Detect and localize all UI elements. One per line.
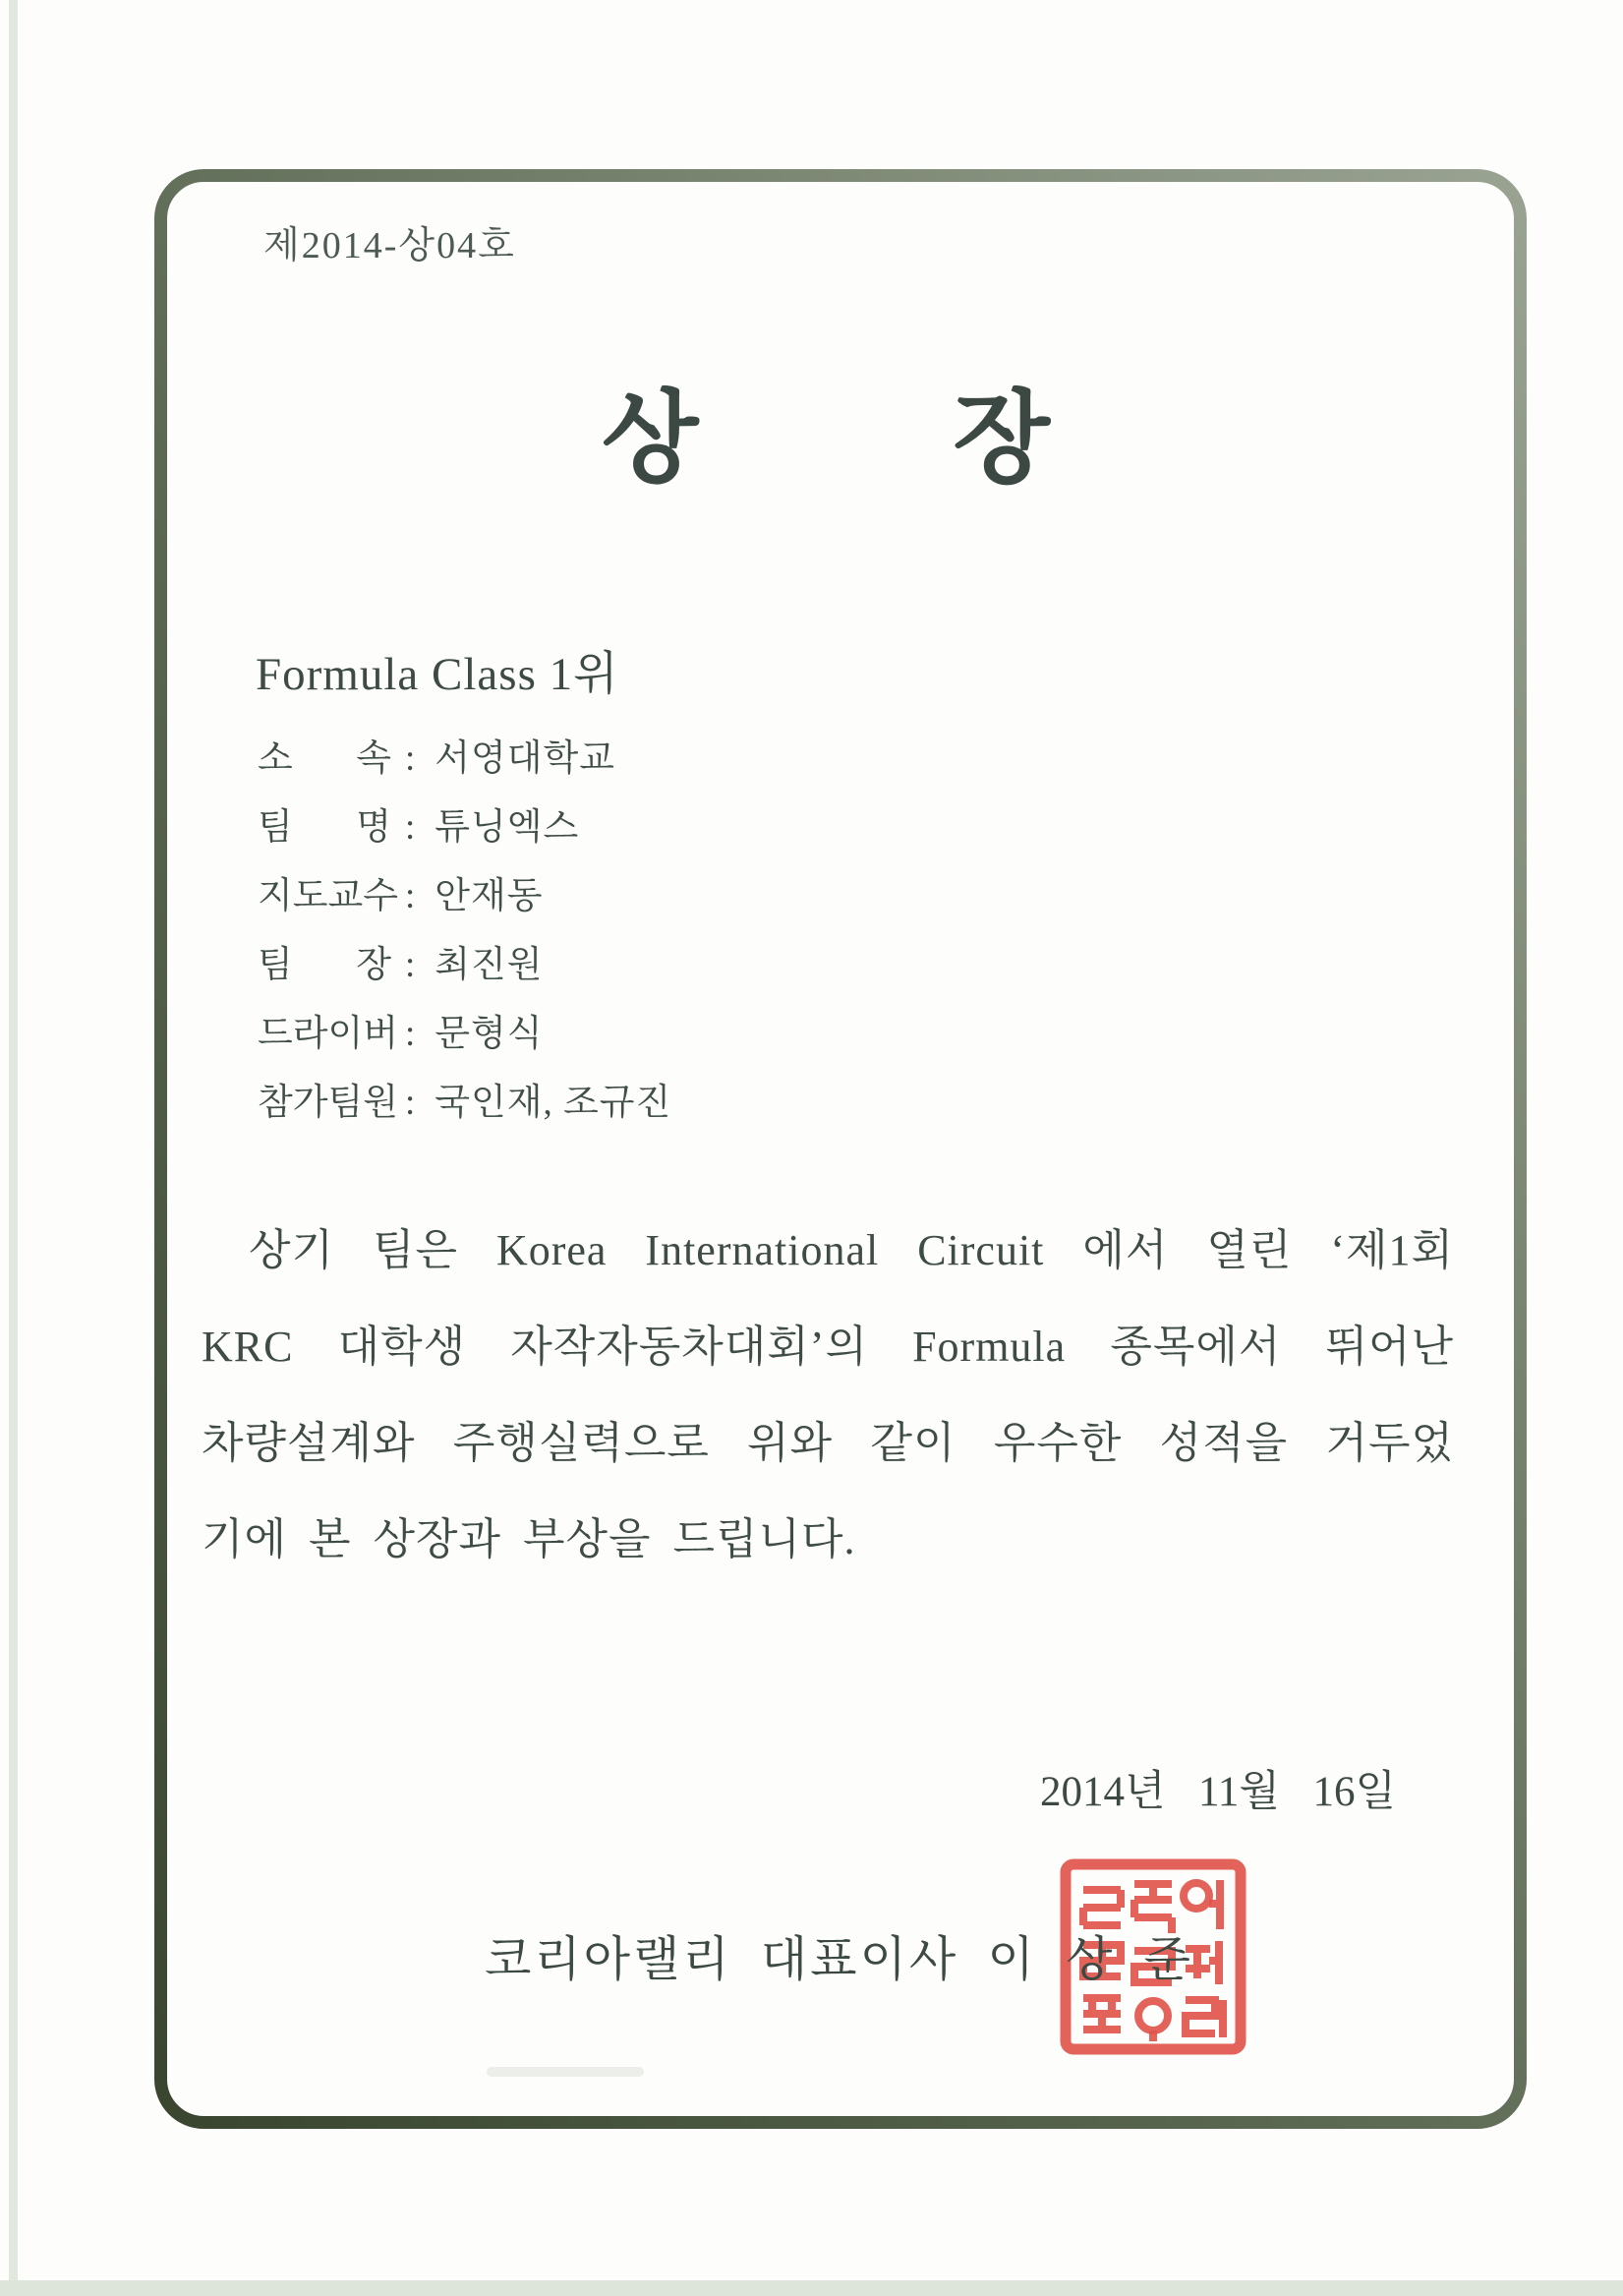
issue-date-year: 2014년 bbox=[1040, 1769, 1166, 1815]
scan-edge-left bbox=[9, 0, 18, 2296]
field-label: 팀 장 bbox=[258, 945, 391, 985]
title-char-2: 장 bbox=[953, 384, 1050, 496]
body-line: 기에 본 상장과 부상을 드립니다. bbox=[202, 1515, 856, 1563]
field-value: 최진원 bbox=[435, 945, 544, 985]
field-value: 문형식 bbox=[435, 1014, 544, 1054]
issue-date bbox=[1040, 1758, 1396, 1818]
award-title: Formula Class 1위 bbox=[256, 649, 619, 700]
body-line: 차량설계와 주행실력으로 위와 같이 우수한 성적을 거두었 bbox=[202, 1419, 1454, 1467]
certificate-title bbox=[602, 385, 1050, 496]
doc-number: 제2014-상04호 bbox=[263, 225, 516, 266]
field-label: 드라이버 bbox=[258, 1014, 398, 1054]
field-colon: : bbox=[405, 876, 416, 916]
field-row-advisor bbox=[258, 865, 1142, 934]
scan-smudge bbox=[487, 2067, 644, 2077]
body-paragraph bbox=[202, 1221, 1454, 1607]
issue-date-month: 11월 bbox=[1198, 1769, 1280, 1815]
issue-date-day: 16일 bbox=[1312, 1769, 1396, 1815]
field-colon: : bbox=[405, 945, 416, 985]
field-value: 안재동 bbox=[435, 876, 544, 916]
signature-line: 코리아랠리 대표이사 이 상 준 bbox=[485, 1932, 1194, 1986]
field-row-team-leader bbox=[258, 934, 1142, 1003]
field-colon: : bbox=[405, 807, 416, 848]
field-row-driver bbox=[258, 1003, 1142, 1072]
title-char-1: 상 bbox=[602, 384, 699, 496]
field-value: 국인재, 조규진 bbox=[435, 1083, 672, 1123]
field-row-members bbox=[258, 1072, 1142, 1141]
recipient-fields bbox=[258, 728, 1142, 1141]
body-line: KRC 대학생 자작자동차대회’의 Formula 종목에서 뛰어난 bbox=[202, 1323, 1454, 1371]
field-colon: : bbox=[405, 1083, 416, 1123]
body-line: 상기 팀은 Korea International Circuit 에서 열린 ‘제1회 bbox=[249, 1226, 1454, 1274]
field-row-team-name bbox=[258, 796, 1142, 865]
field-label: 팀 명 bbox=[258, 807, 391, 848]
field-colon: : bbox=[405, 1014, 416, 1054]
field-colon: : bbox=[405, 738, 416, 779]
field-label: 참가팀원 bbox=[258, 1083, 398, 1123]
field-value: 서영대학교 bbox=[435, 738, 615, 779]
field-value: 튜닝엑스 bbox=[435, 807, 580, 848]
field-label: 소 속 bbox=[258, 738, 391, 779]
scan-edge-bottom bbox=[0, 2280, 1623, 2296]
field-label: 지도교수 bbox=[258, 876, 398, 916]
field-row-affiliation bbox=[258, 728, 1142, 796]
